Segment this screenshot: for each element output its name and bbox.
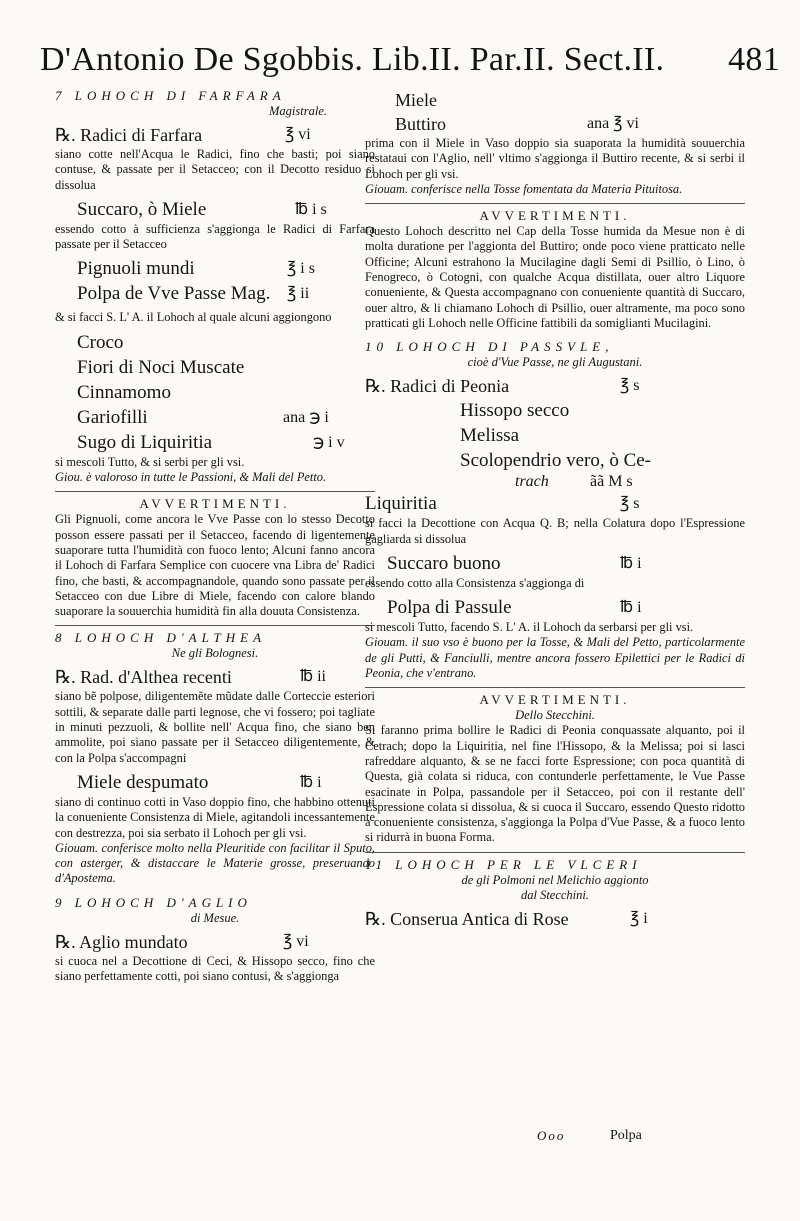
catchword: Polpa <box>610 1128 642 1143</box>
recipe-text: & si facci S. L' A. il Lohoch al quale alcuni aggiongono <box>55 310 332 325</box>
section-subheading: Dello Stecchini. <box>515 708 595 723</box>
list-item: Fiori di Noci Muscate <box>77 356 245 378</box>
ingredient-line: ℞. Rad. d'Althea recenti ℔ ii <box>55 667 326 688</box>
recipe-text: si facci la Decottione con Acqua Q. B; nella Colatura dopo l'Espressione gagliarda si dissolua <box>365 516 745 546</box>
ingredient-line: ℞. Radici di Peonia ℥ s <box>365 376 640 397</box>
ingredient-line: ℞. Aglio mundato ℥ vi <box>55 931 309 952</box>
list-item: Melissa <box>460 425 520 447</box>
ingredient-line: Polpa de Vve Passe Mag. ℥ ii <box>77 283 310 305</box>
divider <box>365 203 745 204</box>
advice-text: Si faranno prima bollire le Radici di Peonia conquassate alquanto, poi il Cetrach; dopo la Liquiritia, nel fine l'Hissopo, & la Melissa; poi si lasci rafreddare alquanto, & se ne facci forte Espressione; con poca quantità di Questa, già colata si riduca, con contunderle perfettamente, le Vue Passe esacinate in Polpa, passandole per il Setacceo, poi con il restante dell' Espressione colata si dissolua, & si cuoca il Succaro, essendo Questo ridotto a conueniente consistenza, s'aggionga la Polpa d'Vue Passe, & a fuoco lento si ridurrà in buona Forma. <box>365 723 745 845</box>
recipe-text: siano cotte nell'Acqua le Radici, fino che basti; poi siano contuse, & passate per il Setacceo; con il Decotto residuo si dissolua <box>55 147 375 192</box>
recipe-note: Giouam. il suo vso è buono per la Tosse, & Mali del Petto, particolarmente de gli Putti, & Fanciulli, mentre ancora fossero Epilettici per le Radici di Peonia, che v'entrano. <box>365 635 745 681</box>
recipe-title: 8 LOHOCH D'ALTHEA <box>55 630 267 646</box>
recipe-subtitle: dal Stecchini. <box>520 887 590 902</box>
recipe-subtitle: de gli Polmoni nel Melichio aggionto <box>461 872 649 887</box>
divider <box>55 491 375 492</box>
recipe-text: si mescoli Tutto, facendo S. L' A. il Lohoch da serbarsi per gli vsi. <box>365 620 694 635</box>
list-item: Sugo di Liquiritia ℈ i v <box>77 431 345 453</box>
page-header <box>40 40 780 80</box>
section-heading: AVVERTIMENTI. <box>479 208 631 224</box>
recipe-text: essendo cotto alla Consistenza s'aggionga di <box>365 575 585 590</box>
ingredient-list <box>55 330 375 455</box>
recipe-note: Giouam. conferisce molto nella Pleuritide con facilitar il Sputo, con asterger, & distaccare le Materie grosse, preseruando d'Apostema. <box>55 840 375 886</box>
section-heading: AVVERTIMENTI. <box>139 496 291 512</box>
signature-mark: Ooo <box>537 1128 566 1143</box>
left-column <box>55 88 375 984</box>
ingredient-list <box>365 398 745 491</box>
advice-text: Gli Pignuoli, come ancora le Vve Passe con lo stesso Decotto posson essere passati per il Setacceo, facendo di ligentemente suaporare tutta l'humidità con fuoco lento; Alcuni fanno ancora il Lohoch di Farfara Semplice con cuocere vna Libra de' Radici fino, che basti, & accompagnandole, quando sono passate per il Setacceo con due Libre di Miele, facendo con calore blando suaporare la souuerchia humidità fin alla douuta Consistenza. <box>55 512 375 619</box>
list-item: trach ãã M s <box>515 473 633 491</box>
recipe-title: 7 LOHOCH DI FARFARA <box>55 88 286 103</box>
recipe-subtitle: Magistrale. <box>269 104 327 118</box>
ingredient-line: Miele <box>395 90 437 110</box>
recipe-text: siano di continuo cotti in Vaso doppio fino, che habbino ottenuti la conueniente Consistenza di Miele, agitandoli incessantemente con destrezza, poi sia serbato il Lohoch per gli vsi. <box>55 794 375 840</box>
ingredient-line: Buttiro ana ℥ vi <box>395 114 639 134</box>
recipe-title: 9 LOHOCH D'AGLIO <box>55 894 252 910</box>
recipe-text: prima con il Miele in Vaso doppio sia suaporata la humidità souuerchia restataui con l'Aglio, nell' vltimo s'aggionga il Buttiro recente, & si serbi il Lohoch per gli vsi. <box>365 136 745 181</box>
divider <box>365 687 745 688</box>
recipe-title: 11 LOHOCH PER LE VLCERI <box>365 856 642 872</box>
ingredient-line: Pignuoli mundi ℥ i s <box>77 258 315 280</box>
ingredient-line: Succaro, ò Miele ℔ i s <box>77 198 327 220</box>
section-heading: AVVERTIMENTI. <box>479 692 631 708</box>
list-item: Gariofilli ana ℈ i <box>77 406 329 428</box>
ingredient-group <box>365 88 745 136</box>
recipe-subtitle: Ne gli Bolognesi. <box>171 646 259 661</box>
recipe-text: essendo cotto à sufficienza s'aggionga le Radici di Farfara passate per il Setacceo <box>55 221 375 252</box>
recipe-subtitle: di Mesue. <box>190 910 240 925</box>
ingredient-line: Polpa di Passule ℔ i <box>387 597 642 619</box>
running-title: D'Antonio De Sgobbis. Lib.II. Par.II. Sect.II. <box>40 41 665 78</box>
divider <box>365 852 745 853</box>
ingredient-line: ℞. Radici di Farfara ℥ vi <box>55 125 311 145</box>
recipe-note: Giou. è valoroso in tutte le Passioni, & Mali del Petto. <box>55 470 327 485</box>
list-item: Croco <box>77 331 124 353</box>
right-column <box>365 88 745 931</box>
list-item: Scolopendrio vero, ò Ce- <box>460 450 652 472</box>
page-number: 481 <box>728 41 780 78</box>
recipe-text: si mescoli Tutto, & si serbi per gli vsi. <box>55 454 245 469</box>
ingredient-line: Succaro buono ℔ i <box>387 552 642 574</box>
recipe-text: siano bẽ polpose, diligentemẽte mũdate dalle Corteccie esteriori sottili, & separate dalle parti legnose, che vi fossero; poi tagliate in minuti pezzuoli, & bollite nell' Acqua fino, che siano ben ammolite, poi siano passate per il Setacceo diligentemente, & con la Polpa s'accompagni <box>55 689 375 765</box>
divider <box>55 625 375 626</box>
list-item: Cinnamomo <box>77 381 171 403</box>
list-item: Hissopo secco <box>460 400 570 422</box>
recipe-text: si cuoca nel a Decottione di Ceci, & Hissopo secco, fino che siano perfettamente cotti, poi siano contusi, & s'aggionga <box>55 953 375 984</box>
ingredient-line: Liquiritia ℥ s <box>365 493 640 515</box>
recipe-note: Giouam. conferisce nella Tosse fomentata da Materia Pituitosa. <box>365 181 683 196</box>
ingredient-line: Miele despumato ℔ i <box>77 771 322 793</box>
ingredient-line: ℞. Conserua Antica di Rose ℥ i <box>365 908 648 929</box>
recipe-title: 10 LOHOCH DI PASSVLE, <box>365 339 614 355</box>
advice-text: Questo Lohoch descritto nel Cap della Tosse humida da Mesue non è di molta duratione per l'aggionta del Buttiro; onde poco viene pratticato nelle Officine; Alcuni estrahono la Mucilagine dagli Semi di Psillio, ò Lino, ò Fenogreco, ò Cotogni, con qualche Acqua distillata, ouer altro Liquore conueniente, & Questa accompagnano con conueniente quantità di Succaro, ouer altro, & li chiamano Lohoch di Psillio, ouer altramente, ma poco sono pratticati gli Lohoch nelle Officine fattibili da somiglianti Mucilagini. <box>365 224 745 330</box>
recipe-subtitle: cioè d'Vue Passe, ne gli Augustani. <box>467 355 643 370</box>
